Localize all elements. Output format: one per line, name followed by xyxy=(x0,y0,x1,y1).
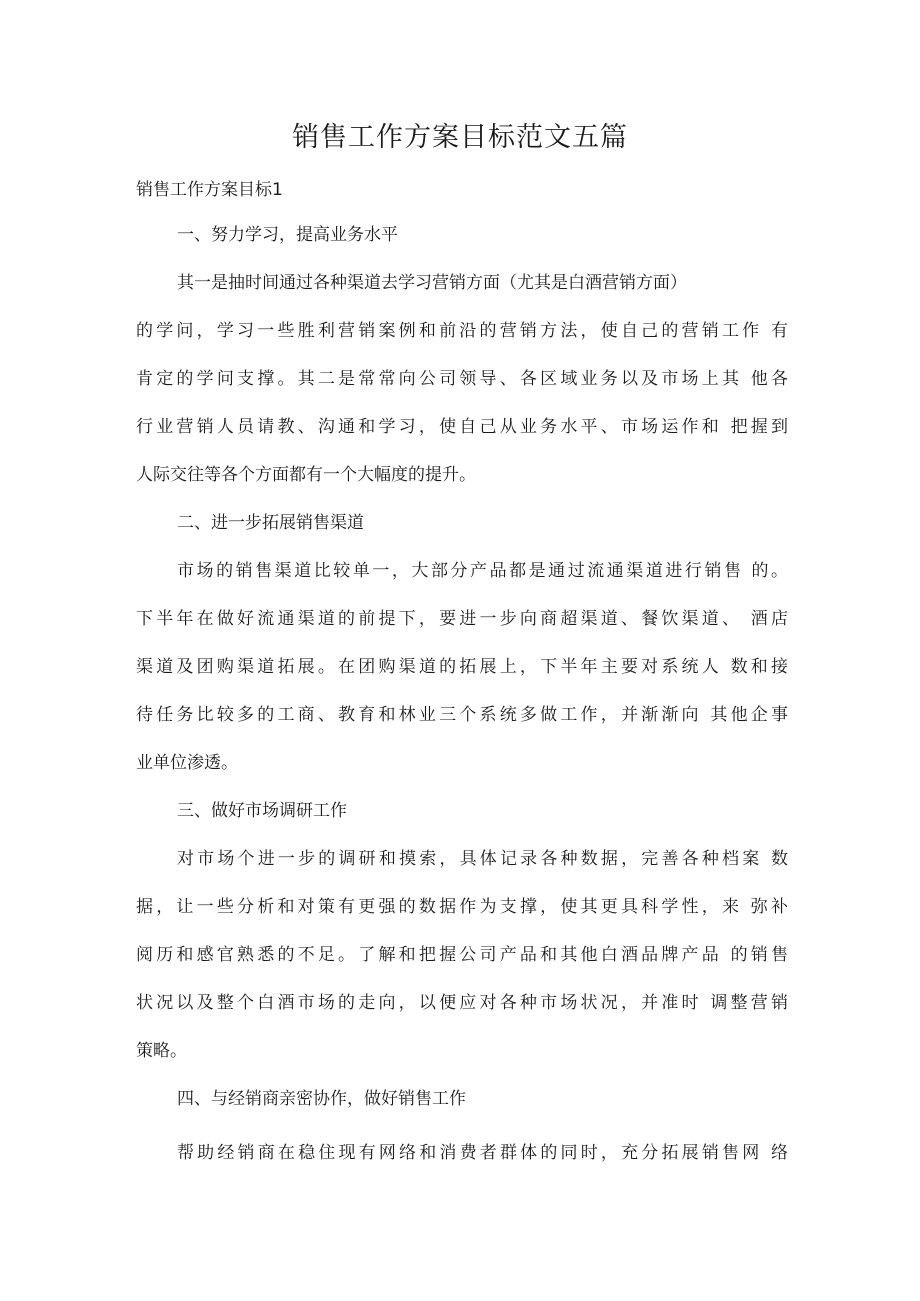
paragraph-line: 对市场个进一步的调研和摸索，具体记录各种数据，完善各种档案 数 xyxy=(177,849,788,869)
section-heading-2: 二、进一步拓展销售渠道 xyxy=(177,513,364,533)
section-subtitle: 销售工作方案目标1 xyxy=(136,180,283,200)
document-title: 销售工作方案目标范文五篇 xyxy=(292,122,628,153)
paragraph-line: 的学问，学习一些胜利营销案例和前沿的营销方法，使自己的营销工作 有 xyxy=(136,321,788,341)
paragraph-line: 帮助经销商在稳住现有网络和消费者群体的同时，充分拓展销售网 络 xyxy=(177,1143,788,1163)
paragraph-line: 行业营销人员请教、沟通和学习，使自己从业务水平、市场运作和 把握到 xyxy=(136,417,788,437)
paragraph-line: 状况以及整个白酒市场的走向，以便应对各种市场状况，并准时 调整营销 xyxy=(136,993,788,1013)
paragraph-line: 市场的销售渠道比较单一，大部分产品都是通过流通渠道进行销售 的。 xyxy=(177,561,788,581)
section-heading-4: 四、与经销商亲密协作，做好销售工作 xyxy=(177,1089,466,1109)
section-heading-3: 三、做好市场调研工作 xyxy=(177,801,347,821)
paragraph-line: 据，让一些分析和对策有更强的数据作为支撑，使其更具科学性，来 弥补 xyxy=(136,897,788,917)
paragraph-line: 人际交往等各个方面都有一个大幅度的提升。 xyxy=(136,465,476,485)
paragraph-line: 渠道及团购渠道拓展。在团购渠道的拓展上，下半年主要对系统人 数和接 xyxy=(136,657,788,677)
section-heading-1: 一、努力学习，提高业务水平 xyxy=(177,225,398,245)
paragraph-line: 肯定的学问支撑。其二是常常向公司领导、各区域业务以及市场上其 他各 xyxy=(136,369,788,389)
paragraph-line: 其一是抽时间通过各种渠道去学习营销方面（尤其是白酒营销方面） xyxy=(177,273,687,293)
paragraph-line: 策略。 xyxy=(136,1041,187,1061)
paragraph-line: 业单位渗透。 xyxy=(136,753,238,773)
paragraph-line: 待任务比较多的工商、教育和林业三个系统多做工作，并渐渐向 其他企事 xyxy=(136,705,788,725)
paragraph-line: 阅历和感官熟悉的不足。了解和把握公司产品和其他白酒品牌产品 的销售 xyxy=(136,945,788,965)
paragraph-line: 下半年在做好流通渠道的前提下，要进一步向商超渠道、餐饮渠道、 酒店 xyxy=(136,609,788,629)
